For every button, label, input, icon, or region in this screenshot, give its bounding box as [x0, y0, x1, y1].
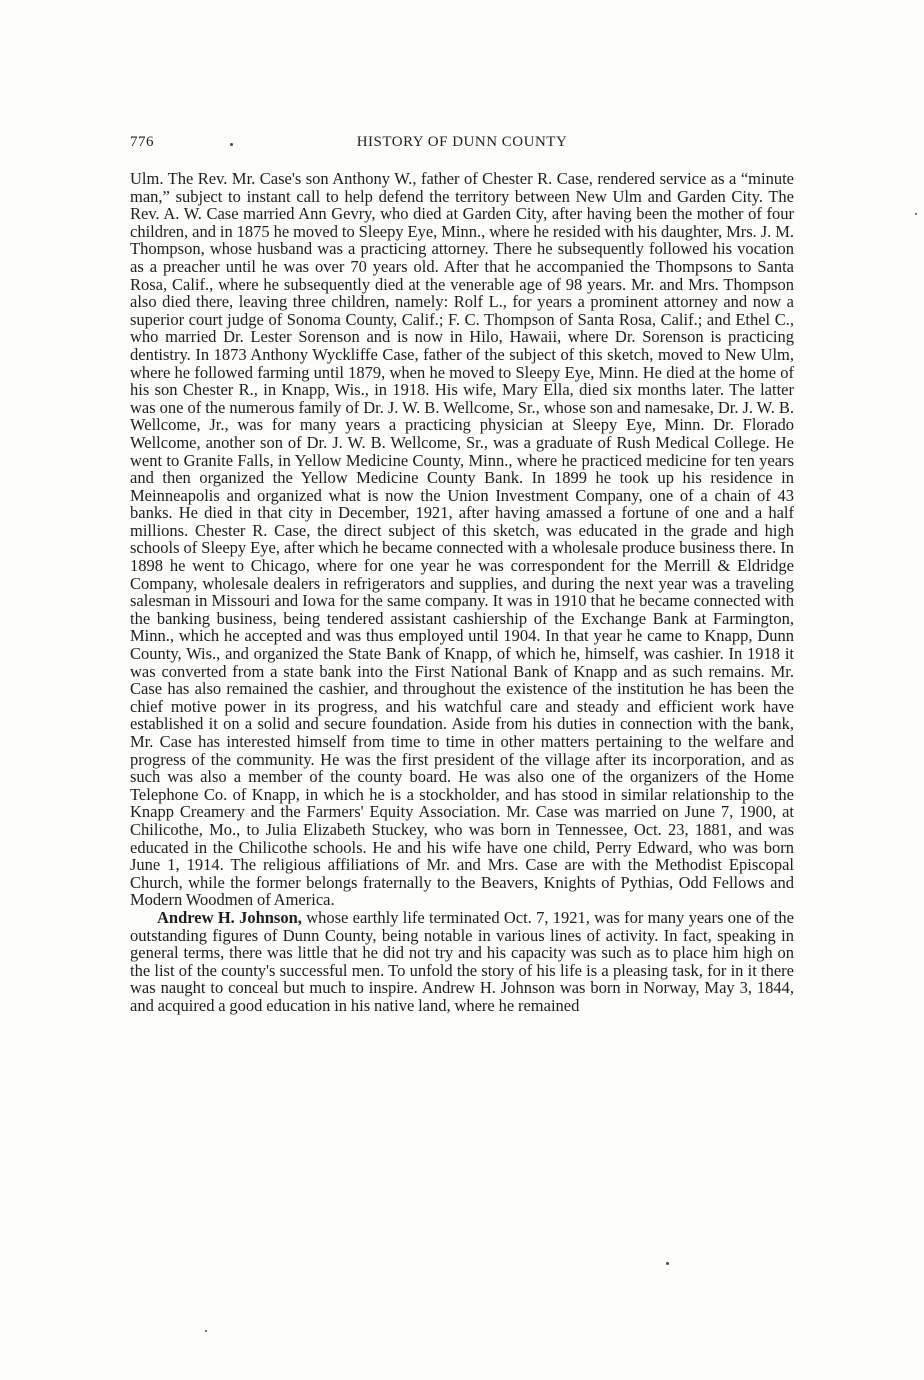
- scan-speck: [915, 213, 917, 215]
- running-title: HISTORY OF DUNN COUNTY: [356, 134, 568, 150]
- scan-speck: [666, 1262, 669, 1265]
- paragraph-case-biography: Ulm. The Rev. Mr. Case's son Anthony W., father of Chester R. Case, rendered service as a “minute man,” subject to instant call to help defend the territory between New Ulm and Garden City. The Rev. A. W. Case married Ann Gevry, who died at Garden City, after having been the mother of four children, and in 1875 he moved to Sleepy Eye, Minn., where he resided with his daughter, Mrs. J. M. Thompson, whose husband was a practicing attorney. There he subsequently followed his vocation as a preacher until he was over 70 years old. After that he accompanied the Thompsons to Santa Rosa, Calif., where he subsequently died at the venerable age of 98 years. Mr. and Mrs. Thompson also died there, leaving three children, namely: Rolf L., for years a prominent attorney and now a superior court judge of Sonoma County, Calif.; F. C. Thompson of Santa Rosa, Calif.; and Ethel C., who married Dr. Lester Sorenson and is now in Hilo, Hawaii, where Dr. Sorenson is practicing dentistry. In 1873 Anthony Wyckliffe Case, father of the subject of this sketch, moved to New Ulm, where he followed farming until 1879, when he moved to Sleepy Eye, Minn. He died at the home of his son Chester R., in Knapp, Wis., in 1918. His wife, Mary Ella, died six months later. The latter was one of the numerous family of Dr. J. W. B. Wellcome, Sr., whose son and namesake, Dr. J. W. B. Wellcome, Jr., was for many years a practicing physician at Sleepy Eye, Minn. Dr. Florado Wellcome, another son of Dr. J. W. B. Wellcome, Sr., was a graduate of Rush Medical College. He went to Granite Falls, in Yellow Medicine County, Minn., where he practiced medicine for ten years and then organized the Yellow Medicine County Bank. In 1899 he took up his residence in Meinneapolis and organized what is now the Union Investment Company, one of a chain of 43 banks. He died in that city in December, 1921, after having amassed a fortune of one and a half millions. Chester R. Case, the direct subject of this sketch, was educated in the grade and high schools of Sleepy Eye, after which he became connected with a wholesale produce business there. In 1898 he went to Chicago, where for one year he was correspondent for the Merrill & Eldridge Company, wholesale dealers in refrigerators and supplies, and during the next year was a traveling salesman in Missouri and Iowa for the same company. It was in 1910 that he became connected with the banking business, being tendered assistant cashiership of the Exchange Bank at Farmington, Minn., which he accepted and was thus employed until 1904. In that year he came to Knapp, Dunn County, Wis., and organized the State Bank of Knapp, of which he, himself, was cashier. In 1918 it was converted from a state bank into the First National Bank of Knapp and as such remains. Mr. Case has also remained the cashier, and throughout the existence of the institution he has been the chief motive power in its progress, and his watchful care and steady and efficient work have established it on a solid and secure foundation. Aside from his duties in connection with the bank, Mr. Case has interested himself from time to time in other matters pertaining to the welfare and progress of the community. He was the first president of the village after its incorporation, and as such was also a member of the county board. He was also one of the organizers of the Home Telephone Co. of Knapp, in which he is a stockholder, and has stood in similar relationship to the Knapp Creamery and the Farmers' Equity Association. Mr. Case was married on June 7, 1900, at Chilicothe, Mo., to Julia Elizabeth Stuckey, who was born in Tennessee, Oct. 23, 1881, and was educated in the Chilicothe schools. He and his wife have one child, Perry Edward, who was born June 1, 1914. The religious affiliations of Mr. and Mrs. Case are with the Methodist Episcopal Church, while the former belongs fraternally to the Beavers, Knights of Pythias, Odd Fellows and Modern Woodmen of America.: [130, 169, 794, 910]
- paragraph-johnson-text: whose earthly life terminated Oct. 7, 1921, was for many years one of the outstanding figures of Dunn County, being notable in various lines of activity. In fact, speaking in general terms, there was little that he did not try and his capacity was such as to place him high on the list of the county's successful men. To unfold the story of his life is a pleasing task, for in it there was naught to conceal but much to inspire. Andrew H. Johnson was born in Norway, May 3, 1844, and acquired a good education in his native land, where he remained: [130, 907, 795, 1015]
- page-number: 776: [130, 134, 154, 150]
- scan-speck: [205, 1330, 207, 1332]
- biography-subject-name: Andrew H. Johnson,: [157, 907, 302, 927]
- scan-speck: [230, 143, 233, 146]
- paragraph-johnson-biography: [130, 909, 794, 1015]
- article-body: [130, 170, 794, 1015]
